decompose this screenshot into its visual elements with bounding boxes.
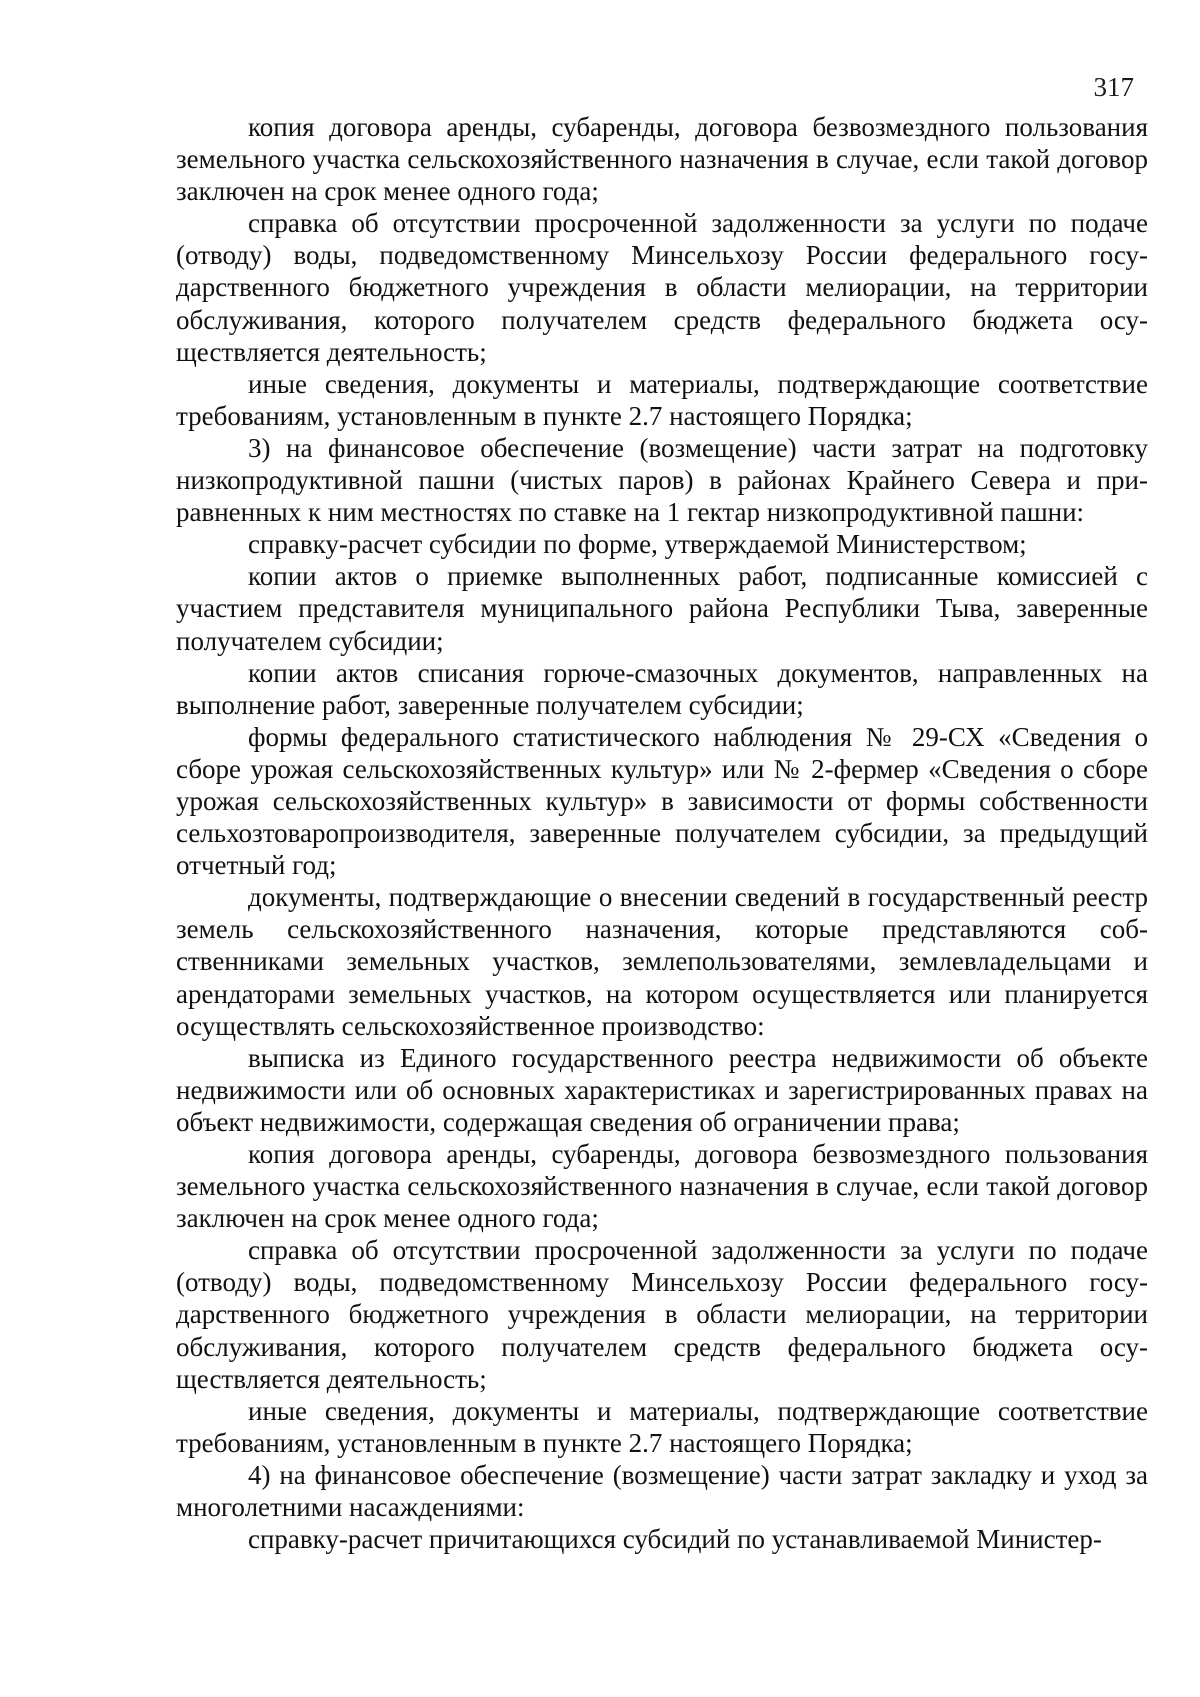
page-number: 317 — [1093, 72, 1134, 102]
paragraph: выписка из Единого государственного реестра недвижимости об объекте недвижимости или об основных характеристиках и зарегистрированных правах на объект недвижимости, содержащая сведения об ограничении права; — [176, 1042, 1148, 1137]
paragraph: иные сведения, документы и материалы, подтверждающие соответствие требованиям, установленным в пункте 2.7 настоящего Порядка; — [176, 368, 1148, 431]
paragraph: справку-расчет субсидии по форме, утверждаемой Министерством; — [248, 529, 1027, 560]
paragraph: иные сведения, документы и материалы, подтверждающие соответствие требованиям, установленным в пункте 2.7 настоящего Порядка; — [176, 1395, 1148, 1458]
paragraph: 4) на финансовое обеспечение (возмещение) части затрат закладку и уход за многолетними насаждениями: — [176, 1459, 1148, 1523]
paragraph: справка об отсутствии просроченной задолженности за услуги по подаче (отводу) воды, подведомственному Минсельхозу России федерального государственного бюджетного учреждения в области мелиорации, на территории обслуживания, которого получателем средств федерального бюджета осуществляется деятельность; — [176, 1235, 1148, 1394]
paragraph: справка об отсутствии просроченной задолженности за услуги по подаче (отводу) воды, подведомственному Минсельхозу России федерального государственного бюджетного учреждения в области мелиорации, на территории обслуживания, которого получателем средств федерального бюджета осуществляется деятельность; — [176, 208, 1148, 367]
paragraph: документы, подтверждающие о внесении сведений в государственный реестр земель сельскохозяйственного назначения, которые представляются собственниками земельных участков, землепользователями, землевладельцами и арендаторами земельных участков, на котором осуществляется или планируется осуществлять сельскохозяйственное производство: — [176, 882, 1148, 1041]
document-body — [176, 111, 1148, 1555]
paragraph: 3) на финансовое обеспечение (возмещение) части затрат на подготовку низкопродуктивной пашни (чистых паров) в районах Крайнего Севера и приравненных к ним местностях по ставке на 1 гектар низкопродуктивной пашни: — [176, 432, 1148, 528]
paragraph: копия договора аренды, субаренды, договора безвозмездного пользования земельного участка сельскохозяйственного назначения в случае, если такой договор заключен на срок менее одного года; — [176, 112, 1148, 207]
paragraph: копии актов о приемке выполненных работ, подписанные комиссией с участием представителя муниципального района Республики Тыва, заверенные получателем субсидии; — [176, 561, 1148, 656]
paragraph: формы федерального статистического наблюдения № 29-СХ «Сведения о сборе урожая сельскохозяйственных культур» или № 2-фермер «Сведения о сборе урожая сельскохозяйственных культур» в зависимости от формы собственности сельхозтоваропроизводителя, заверенные получателем субсидии, за предыдущий отчетный год; — [176, 721, 1148, 881]
paragraph: копия договора аренды, субаренды, договора безвозмездного пользования земельного участка сельскохозяйственного назначения в случае, если такой договор заключен на срок менее одного года; — [176, 1139, 1148, 1234]
paragraph: справку-расчет причитающихся субсидий по устанавливаемой Министер- — [248, 1524, 1102, 1555]
paragraph: копии актов списания горюче-смазочных документов, направленных на выполнение работ, заверенные получателем субсидии; — [176, 657, 1148, 720]
